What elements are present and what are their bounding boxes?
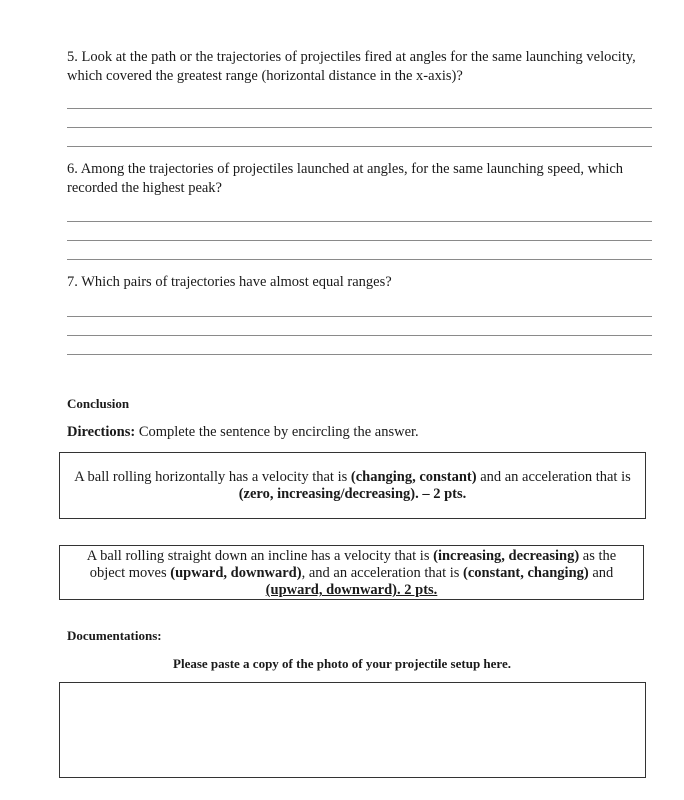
answer-line-6b[interactable] <box>67 240 652 241</box>
answer-line-5a[interactable] <box>67 108 652 109</box>
photo-paste-box[interactable] <box>59 682 646 778</box>
question-7: 7. Which pairs of trajectories have almost equal ranges? <box>67 274 392 290</box>
question-5: 5. Look at the path or the trajectories of projectiles fired at angles for the same launching velocity, which covered the greatest range (horizontal distance in the x-axis)? <box>67 49 636 84</box>
box2-choice-2[interactable]: (upward, downward) <box>170 565 302 581</box>
documentations-instruction: Please paste a copy of the photo of your projectile setup here. <box>173 656 511 671</box>
conclusion-heading: Conclusion <box>67 396 130 411</box>
directions-label: Directions: <box>67 424 136 440</box>
box2-text-1: A ball rolling straight down an incline has a velocity that is <box>86 548 434 564</box>
box2-text-3: , and an acceleration that is <box>301 565 464 581</box>
box2-text-4: and <box>588 565 614 581</box>
box2-choice-4[interactable]: (upward, downward) <box>265 582 398 598</box>
conclusion-box-1 <box>59 452 646 519</box>
answer-line-5c[interactable] <box>67 146 652 147</box>
answer-line-7c[interactable] <box>67 354 652 355</box>
box2-text-2: as the object moves <box>89 548 617 581</box>
directions <box>67 424 419 441</box>
documentations-heading: Documentations: <box>67 628 162 643</box>
box2-choice-1[interactable]: (increasing, decreasing) <box>433 548 580 564</box>
box2-points: . 2 pts. <box>397 582 438 598</box>
box2-choice-3[interactable]: (constant, changing) <box>463 565 589 581</box>
directions-text: Complete the sentence by encircling the answer. <box>135 424 419 440</box>
conclusion-box-2 <box>59 545 644 600</box>
box1-text-2: and an acceleration that is <box>476 469 631 485</box>
box1-choice-2[interactable]: (zero, increasing/decreasing). – 2 pts. <box>238 486 467 502</box>
answer-line-6a[interactable] <box>67 221 652 222</box>
question-6: 6. Among the trajectories of projectiles launched at angles, for the same launching speed, which recorded the highest peak? <box>67 161 624 196</box>
answer-line-7b[interactable] <box>67 335 652 336</box>
answer-line-6c[interactable] <box>67 259 652 260</box>
box1-choice-1[interactable]: (changing, constant) <box>350 469 477 485</box>
box1-text-1: A ball rolling horizontally has a velocity that is <box>74 469 351 485</box>
answer-line-7a[interactable] <box>67 316 652 317</box>
answer-line-5b[interactable] <box>67 127 652 128</box>
